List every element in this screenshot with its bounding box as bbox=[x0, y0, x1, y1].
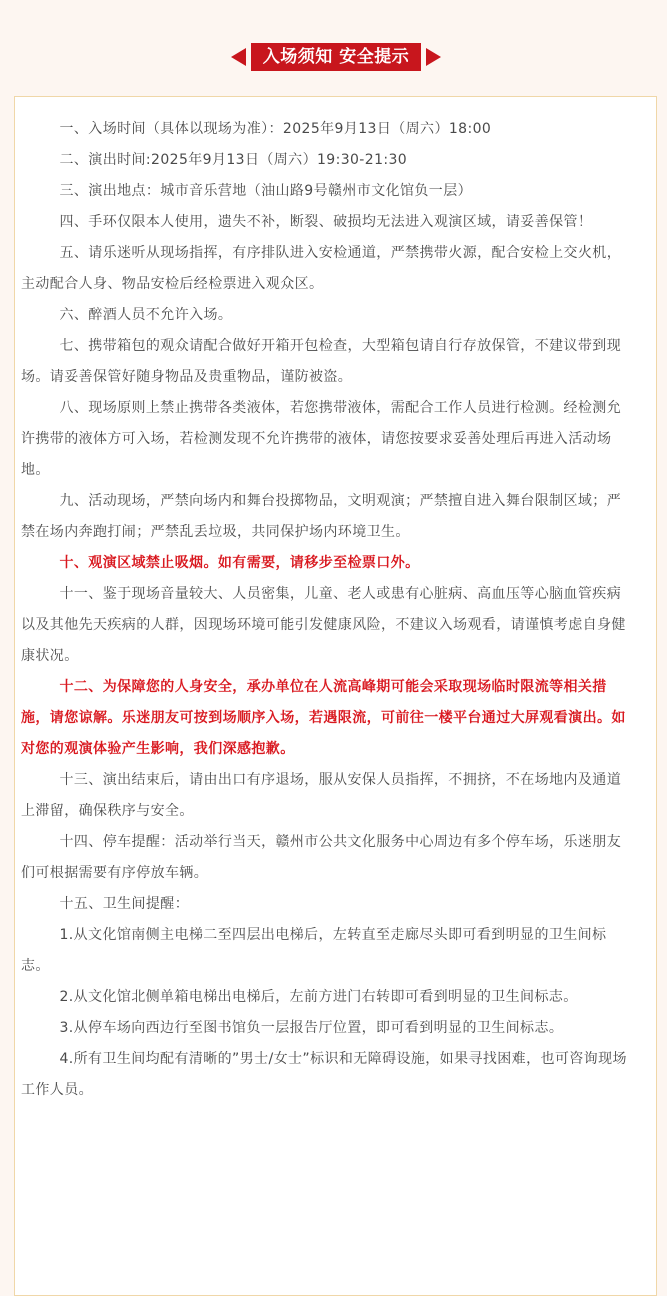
notice-paragraph: 九、活动现场，严禁向场内和舞台投掷物品，文明观演；严禁擅自进入舞台限制区域；严禁在场内奔跑打闹；严禁乱丢垃圾，共同保护场内环境卫生。 bbox=[21, 493, 622, 540]
notice-paragraph: 七、携带箱包的观众请配合做好开箱开包检查，大型箱包请自行存放保管，不建议带到现场。请妥善保管好随身物品及贵重物品，谨防被盗。 bbox=[21, 338, 622, 385]
notice-paragraph: 四、手环仅限本人使用，遗失不补，断裂、破损均无法进入观演区域，请妥善保管！ bbox=[59, 214, 593, 230]
right-arrow-icon bbox=[426, 48, 441, 66]
left-arrow-icon bbox=[231, 48, 246, 66]
notice-paragraph: 1.从文化馆南侧主电梯二至四层出电梯后，左转直至走廊尽头即可看到明显的卫生间标志。 bbox=[21, 927, 607, 974]
notice-paragraph: 一、入场时间（具体以现场为准）：2025年9月13日（周六）18:00 bbox=[59, 121, 492, 137]
notice-content bbox=[21, 114, 633, 1106]
notice-paragraph: 4.所有卫生间均配有清晰的”男士/女士”标识和无障碍设施，如果寻找困难，也可咨询现场工作人员。 bbox=[21, 1051, 627, 1098]
notice-paragraph: 八、现场原则上禁止携带各类液体，若您携带液体，需配合工作人员进行检测。经检测允许携带的液体方可入场，若检测发现不允许携带的液体，请您按要求妥善处理后再进入活动场地。 bbox=[21, 400, 622, 478]
notice-paragraph: 三、演出地点：城市音乐营地（油山路9号赣州市文化馆负一层） bbox=[59, 183, 473, 199]
notice-paragraph: 五、请乐迷听从现场指挥，有序排队进入安检通道，严禁携带火源，配合安检上交火机，主动配合人身、物品安检后经检票进入观众区。 bbox=[21, 245, 622, 292]
page-header bbox=[0, 42, 667, 72]
notice-paragraph: 2.从文化馆北侧单箱电梯出电梯后，左前方进门右转即可看到明显的卫生间标志。 bbox=[59, 989, 578, 1005]
highlight-paragraph: 十、观演区域禁止吸烟。如有需要，请移步至检票口外。 bbox=[59, 555, 420, 571]
notice-paragraph: 十五、卫生间提醒： bbox=[59, 896, 190, 912]
highlight-paragraph: 十二、为保障您的人身安全，承办单位在人流高峰期可能会采取现场临时限流等相关措施，请您谅解。乐迷朋友可按到场顺序入场，若遇限流，可前往一楼平台通过大屏观看演出。如对您的观演体验产生影响，我们深感抱歉。 bbox=[21, 679, 626, 757]
notice-paragraph: 3.从停车场向西边行至图书馆负一层报告厅位置，即可看到明显的卫生间标志。 bbox=[59, 1020, 564, 1036]
notice-paragraph: 十一、鉴于现场音量较大、人员密集，儿童、老人或患有心脏病、高血压等心脑血管疾病以及其他先天疾病的人群，因现场环境可能引发健康风险，不建议入场观看，请谨慎考虑自身健康状况。 bbox=[21, 586, 626, 664]
notice-paragraph: 六、醉酒人员不允许入场。 bbox=[59, 307, 233, 323]
notice-paragraph: 十三、演出结束后，请由出口有序退场，服从安保人员指挥，不拥挤，不在场地内及通道上滞留，确保秩序与安全。 bbox=[21, 772, 622, 819]
page-title: 入场须知 安全提示 bbox=[251, 43, 421, 71]
notice-paragraph: 二、演出时间:2025年9月13日（周六）19:30-21:30 bbox=[59, 152, 408, 168]
notice-paragraph: 十四、停车提醒：活动举行当天，赣州市公共文化服务中心周边有多个停车场，乐迷朋友们可根据需要有序停放车辆。 bbox=[21, 834, 622, 881]
